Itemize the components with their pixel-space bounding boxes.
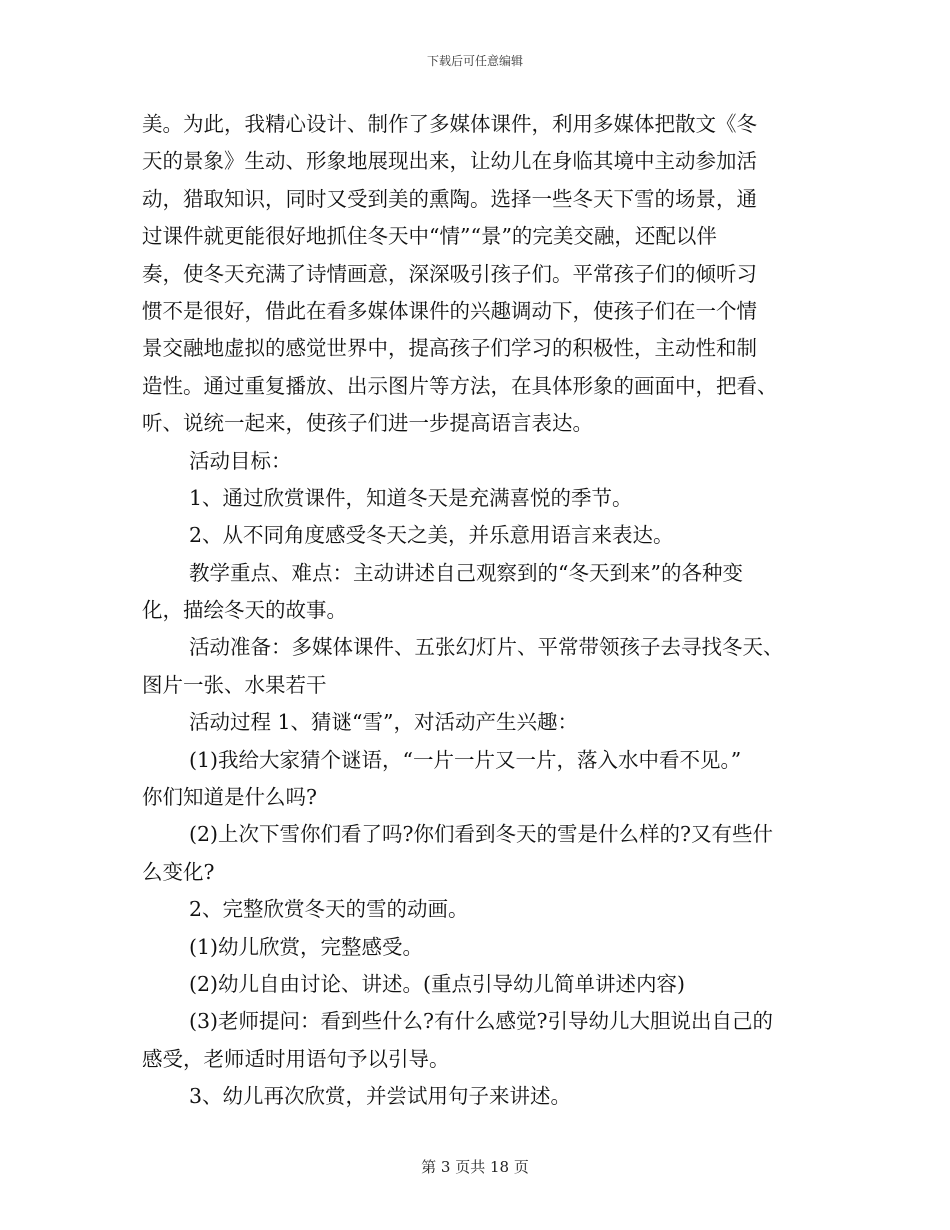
text-line: 过课件就更能很好地抓住冬天中“情”“景”的完美交融，还配以伴 [142,224,717,249]
text-line: 2、完整欣赏冬天的雪的动画。 [189,897,469,922]
text-line: 感受，老师适时用语句予以引导。 [142,1046,450,1071]
page-header: 下载后可任意编辑 [426,54,523,68]
text-line: 惯不是很好，借此在看多媒体课件的兴趣调动下，使孩子们在一个情 [142,298,757,323]
document-body [142,106,810,1116]
text-line: 2、从不同角度感受冬天之美，并乐意用语言来表达。 [189,523,674,548]
text-line: 图片一张、水果若干 [142,672,327,697]
text-line: 动，猎取知识，同时又受到美的熏陶。选择一些冬天下雪的场景，通 [142,186,757,211]
text-line: 美。为此，我精心设计、制作了多媒体课件，利用多媒体把散文《冬 [142,112,757,136]
text-line: 奏，使冬天充满了诗情画意，深深吸引孩子们。平常孩子们的倾听习 [142,261,757,286]
text-line: 么变化? [142,859,215,884]
text-line: 1、通过欣赏课件，知道冬天是充满喜悦的季节。 [189,485,633,510]
text-line: 活动过程 1、猜谜“雪”，对活动产生兴趣： [189,710,579,735]
text-line: (1)幼儿欣赏，完整感受。 [189,934,424,959]
text-line: (2)幼儿自由讨论、讲述。(重点引导幼儿简单讲述内容) [189,971,686,996]
text-line: (3)老师提问：看到些什么?有什么感觉?引导幼儿大胆说出自己的 [189,1009,774,1034]
text-line: 听、说统一起来，使孩子们进一步提高语言表达。 [142,411,593,436]
text-line: 造性。通过重复播放、出示图片等方法，在具体形象的画面中，把看、 [142,373,778,398]
text-line: 活动目标： [189,448,292,473]
text-line: (1)我给大家猜个谜语，“一片一片又一片，落入水中看不见。” [189,747,742,772]
text-line: 你们知道是什么吗? [142,785,317,810]
text-line: (2)上次下雪你们看了吗?你们看到冬天的雪是什么样的?又有些什 [189,822,774,847]
page-footer: 第 3 页共 18 页 [421,1158,529,1176]
text-line: 活动准备：多媒体课件、五张幻灯片、平常带领孩子去寻找冬天、 [189,635,784,660]
text-line: 教学重点、难点：主动讲述自己观察到的“冬天到来”的各种变 [189,560,743,585]
text-line: 3、幼儿再次欣赏，并尝试用句子来讲述。 [189,1084,572,1109]
text-line: 化，描绘冬天的故事。 [142,598,347,623]
text-line: 景交融地虚拟的感觉世界中，提高孩子们学习的积极性，主动性和制 [142,336,757,361]
text-line: 天的景象》生动、形象地展现出来，让幼儿在身临其境中主动参加活 [142,149,757,174]
